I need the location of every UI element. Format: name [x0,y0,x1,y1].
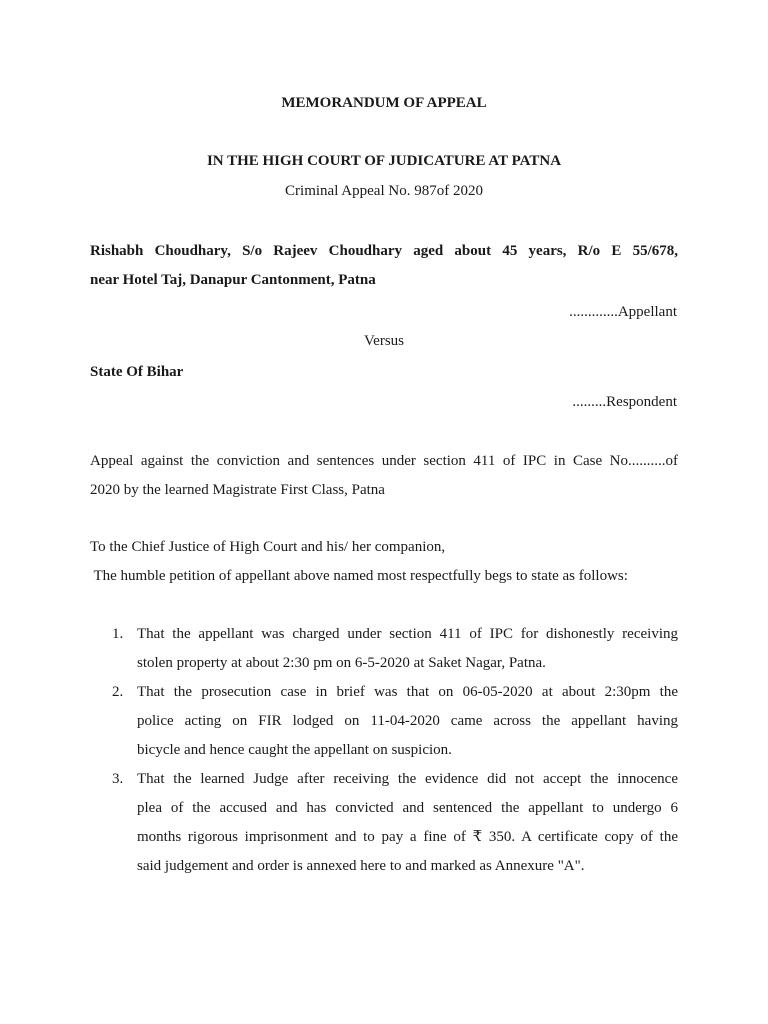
list-item [90,765,678,881]
document-title: MEMORANDUM OF APPEAL [281,95,487,111]
petition-points [90,620,678,881]
respondent-name: State Of Bihar [90,364,184,380]
appellant-details [90,237,678,295]
appellant-label: .............Appellant [569,304,677,320]
point-line: said judgement and order is annexed here to and marked as Annexure "A". [137,858,585,874]
list-number: 3. [112,771,124,787]
petition-line: The humble petition of appellant above named most respectfully begs to state as follows: [90,568,628,584]
appeal-line-2: 2020 by the learned Magistrate First Class, Patna [90,482,385,498]
list-number: 2. [112,684,124,700]
court-name: IN THE HIGH COURT OF JUDICATURE AT PATNA [206,153,562,169]
point-line: stolen property at about 2:30 pm on 6-5-2020 at Saket Nagar, Patna. [137,655,546,671]
address-line: To the Chief Justice of High Court and his/ her companion, [90,539,446,555]
list-item [90,678,678,765]
appeal-line-1: Appeal against the conviction and sentences under section 411 of IPC in Case No..........of [90,453,678,469]
appeal-number: Criminal Appeal No. 987of 2020 [285,183,483,199]
list-number: 1. [112,626,124,642]
point-line: bicycle and hence caught the appellant on suspicion. [137,742,452,758]
list-item [90,620,678,678]
point-line: months rigorous imprisonment and to pay a fine of ₹ 350. A certificate copy of the [137,829,678,845]
appellant-line-1: Rishabh Choudhary, S/o Rajeev Choudhary aged about 45 years, R/o E 55/678, [90,243,678,259]
point-line: That the learned Judge after receiving the evidence did not accept the innocence [137,771,678,787]
appellant-line-2: near Hotel Taj, Danapur Cantonment, Patna [90,272,376,288]
point-line: That the appellant was charged under section 411 of IPC for dishonestly receiving [137,626,678,642]
versus-label: Versus [364,333,404,349]
point-line: police acting on FIR lodged on 11-04-2020 came across the appellant having [137,713,678,729]
point-line: That the prosecution case in brief was that on 06-05-2020 at about 2:30pm the [137,684,678,700]
appeal-statement [90,447,678,505]
respondent-label: .........Respondent [572,394,677,410]
point-line: plea of the accused and has convicted and sentenced the appellant to undergo 6 [137,800,678,816]
